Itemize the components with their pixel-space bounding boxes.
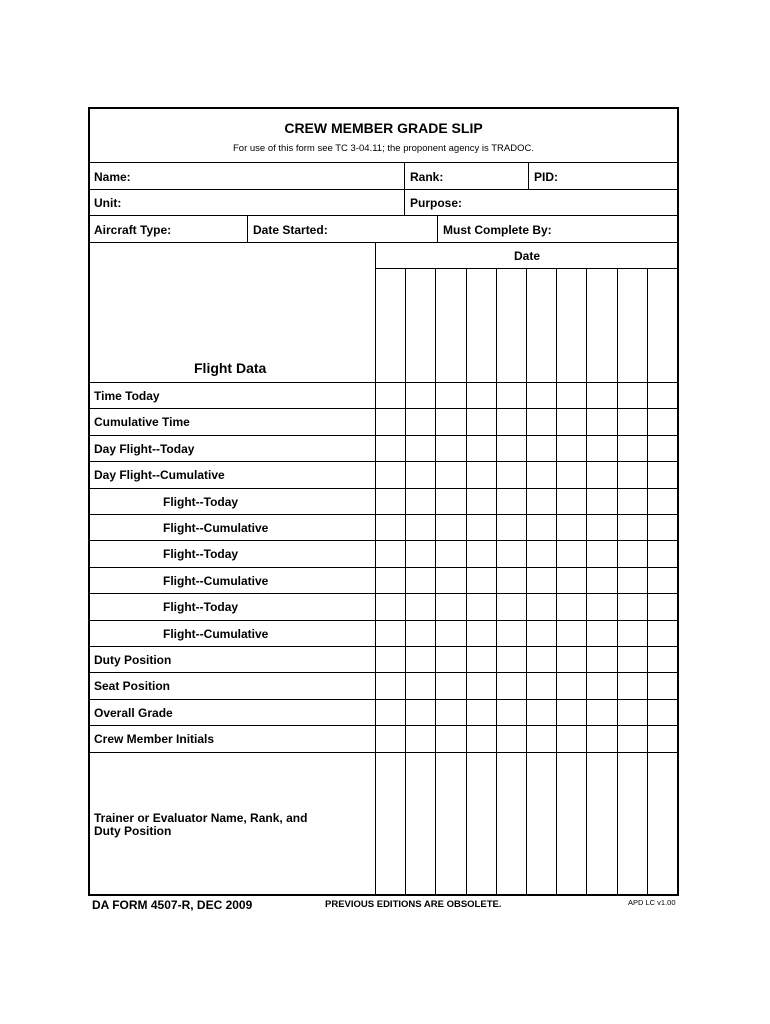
row-line xyxy=(90,382,677,383)
date-column-line xyxy=(556,268,557,894)
form-subtitle: For use of this form see TC 3-04.11; the proponent agency is TRADOC. xyxy=(233,143,534,154)
date-column-header: Date xyxy=(514,249,541,263)
divider xyxy=(528,162,529,189)
row-line xyxy=(90,488,677,489)
row-line xyxy=(90,646,677,647)
row-line xyxy=(90,725,677,726)
row-line xyxy=(90,514,677,515)
row-label-flight-today-2: Flight--Today xyxy=(163,547,239,561)
row-label-time-today: Time Today xyxy=(94,389,160,403)
form-number: DA FORM 4507-R, DEC 2009 xyxy=(92,898,253,912)
must-complete-by-field[interactable]: Must Complete By: xyxy=(443,223,552,237)
purpose-field[interactable]: Purpose: xyxy=(410,196,463,210)
row-label-flight-cumulative-1: Flight--Cumulative xyxy=(163,521,269,535)
form-title: CREW MEMBER GRADE SLIP xyxy=(284,120,483,136)
trainer-label-line2: Duty Position xyxy=(94,824,172,838)
row-label-flight-today-3: Flight--Today xyxy=(163,600,239,614)
row-line xyxy=(90,461,677,462)
date-column-line xyxy=(496,268,497,894)
divider xyxy=(90,189,677,190)
row-label-day-flight-today: Day Flight--Today xyxy=(94,442,195,456)
divider xyxy=(90,242,677,243)
row-label-flight-today-1: Flight--Today xyxy=(163,495,239,509)
version-label: APD LC v1.00 xyxy=(628,898,676,907)
divider xyxy=(404,162,405,215)
divider xyxy=(375,242,376,894)
row-label-flight-cumulative-2: Flight--Cumulative xyxy=(163,574,269,588)
divider xyxy=(247,215,248,242)
date-column-line xyxy=(617,268,618,894)
name-field[interactable]: Name: xyxy=(94,170,131,184)
rank-field[interactable]: Rank: xyxy=(410,170,444,184)
date-column-line xyxy=(586,268,587,894)
date-started-field[interactable]: Date Started: xyxy=(253,223,328,237)
date-column-line xyxy=(405,268,406,894)
row-line xyxy=(90,435,677,436)
row-line xyxy=(90,620,677,621)
row-label-cumulative-time: Cumulative Time xyxy=(94,415,190,429)
row-label-crew-member-initials: Crew Member Initials xyxy=(94,732,215,746)
grade-slip-form xyxy=(88,107,679,896)
date-column-line xyxy=(435,268,436,894)
row-line xyxy=(90,699,677,700)
divider xyxy=(90,215,677,216)
unit-field[interactable]: Unit: xyxy=(94,196,122,210)
row-line xyxy=(90,752,677,753)
obsolete-notice: PREVIOUS EDITIONS ARE OBSOLETE. xyxy=(325,899,502,910)
row-label-seat-position: Seat Position xyxy=(94,679,171,693)
aircraft-type-field[interactable]: Aircraft Type: xyxy=(94,223,172,237)
row-label-flight-cumulative-3: Flight--Cumulative xyxy=(163,627,269,641)
date-column-line xyxy=(647,268,648,894)
trainer-label-line1: Trainer or Evaluator Name, Rank, and xyxy=(94,811,308,825)
row-line xyxy=(90,672,677,673)
row-label-duty-position: Duty Position xyxy=(94,653,172,667)
date-column-line xyxy=(526,268,527,894)
row-line xyxy=(90,408,677,409)
pid-field[interactable]: PID: xyxy=(534,170,558,184)
row-line xyxy=(90,593,677,594)
row-label-overall-grade: Overall Grade xyxy=(94,706,173,720)
row-line xyxy=(90,567,677,568)
divider xyxy=(90,162,677,163)
date-column-line xyxy=(466,268,467,894)
row-line xyxy=(90,540,677,541)
divider xyxy=(437,215,438,242)
flight-data-heading: Flight Data xyxy=(194,360,267,376)
row-label-day-flight-cumulative: Day Flight--Cumulative xyxy=(94,468,225,482)
